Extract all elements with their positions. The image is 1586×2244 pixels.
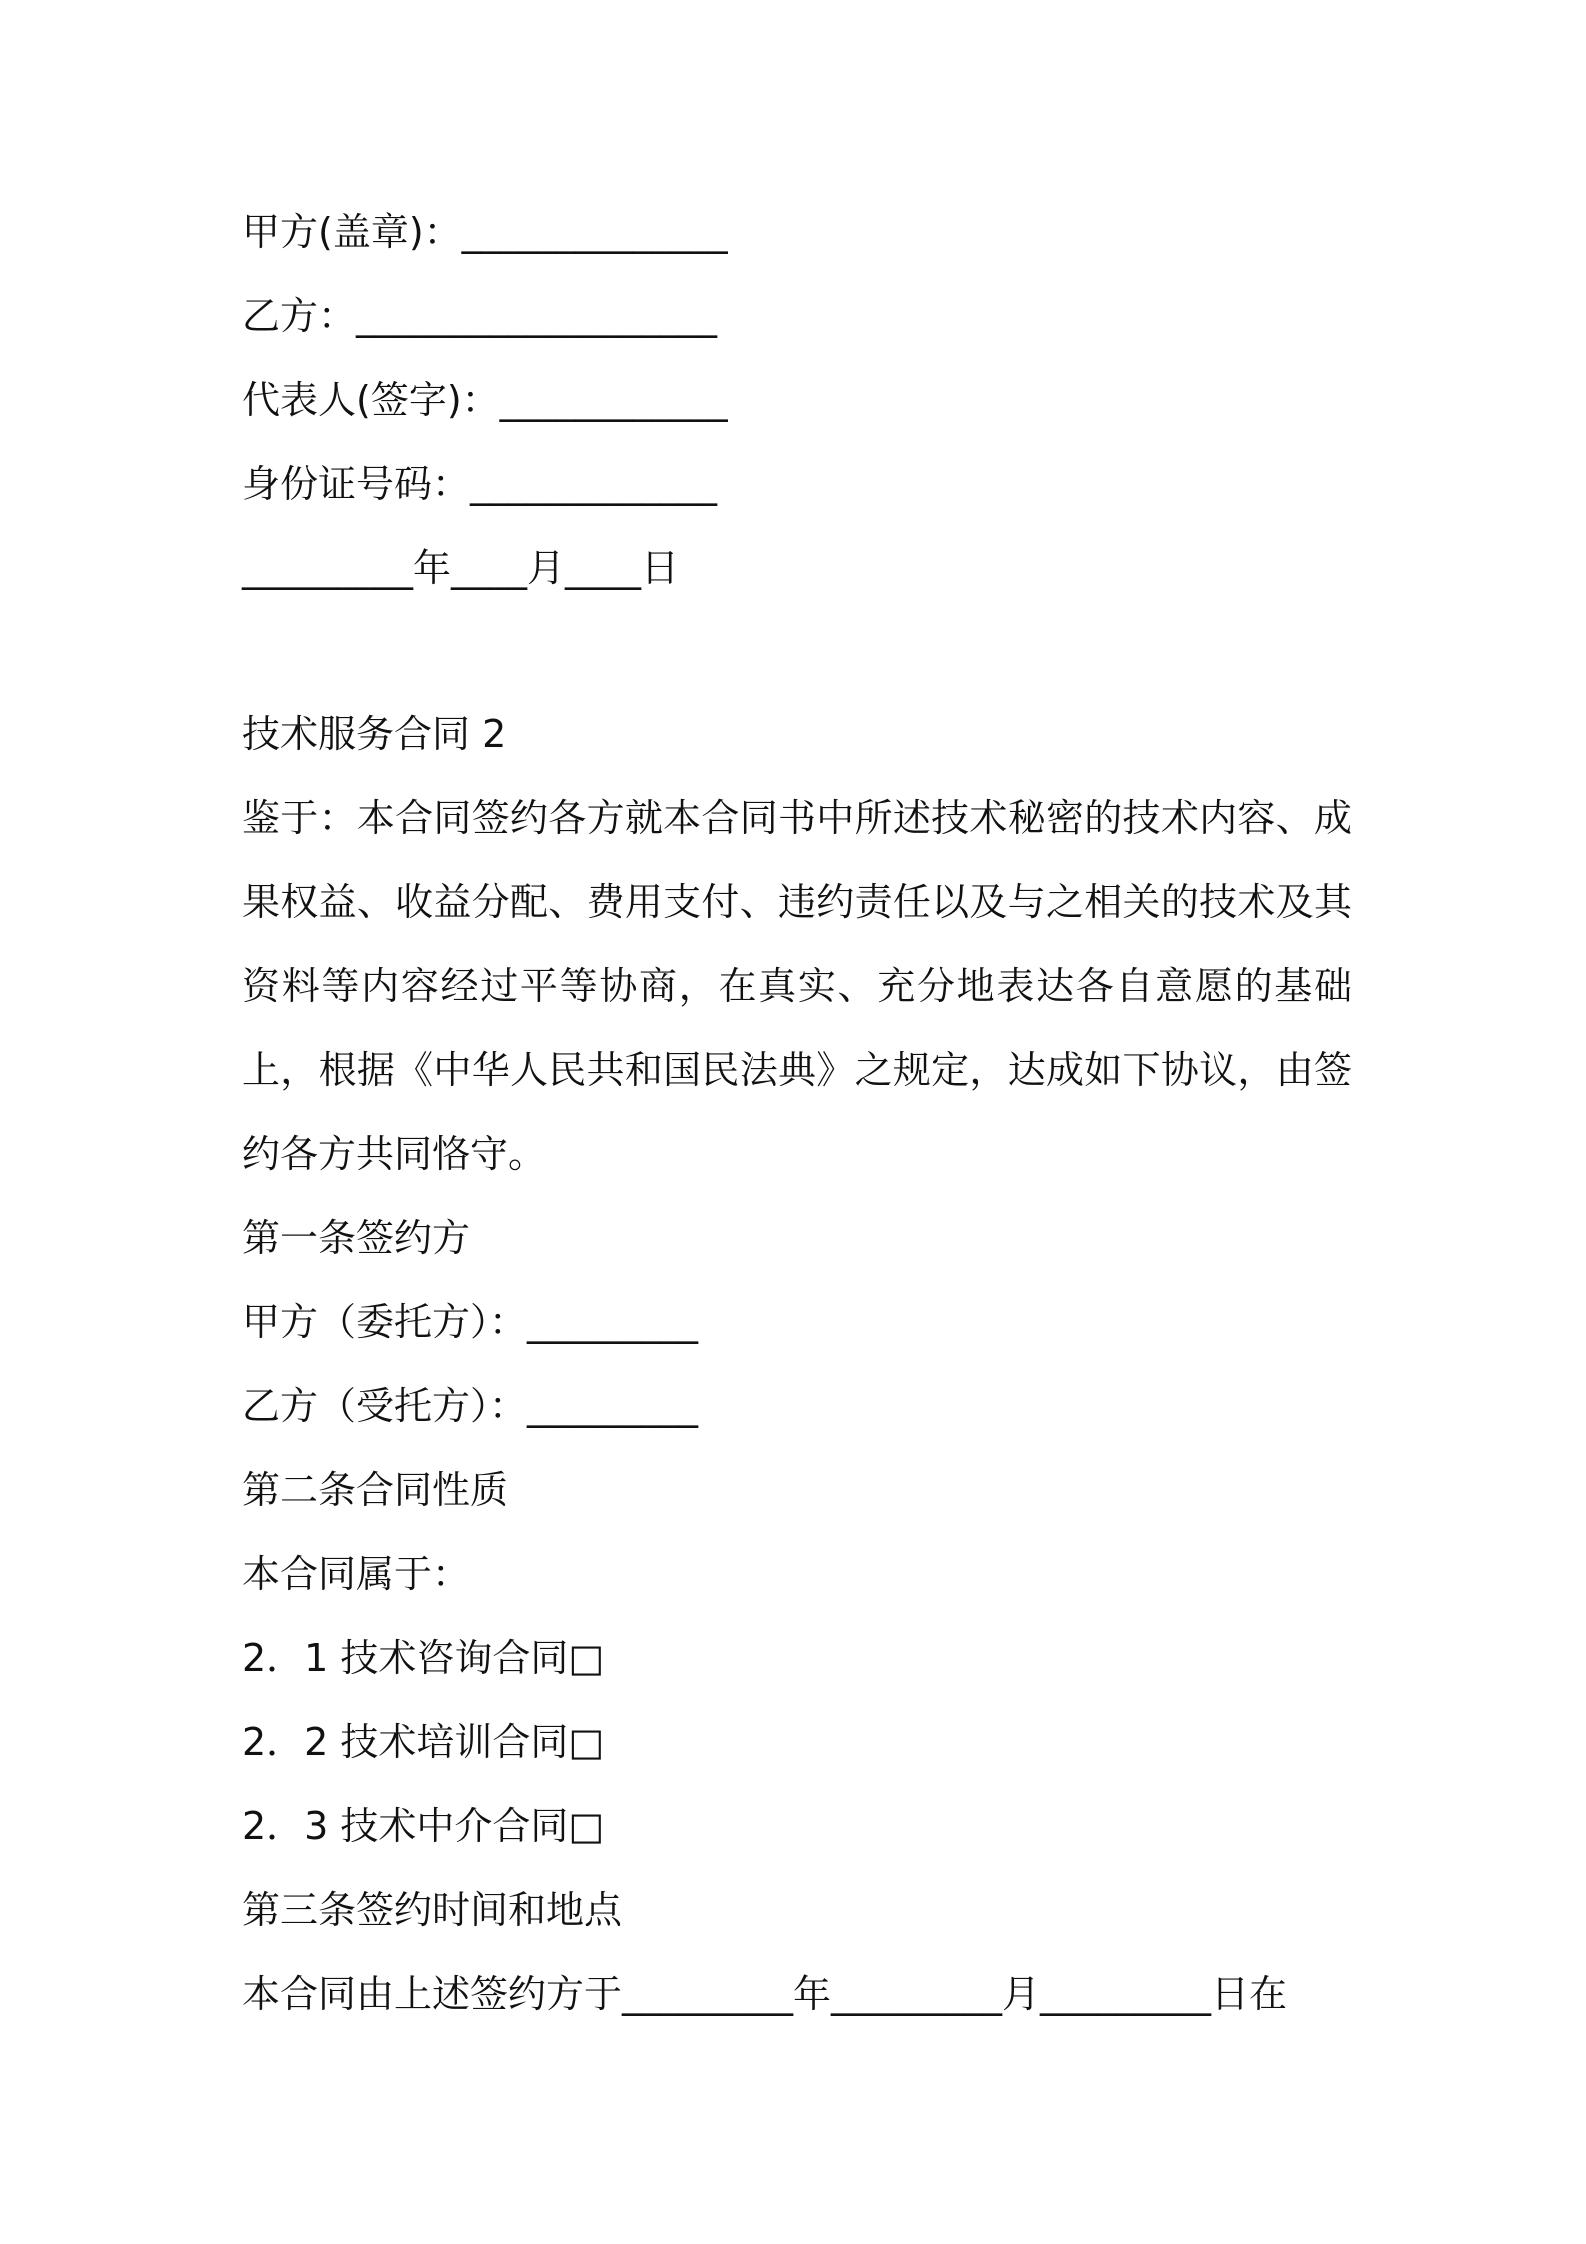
signature-date-line: _________年____月____日 <box>242 546 680 590</box>
party-a-seal-line: 甲方(盖章)：______________ <box>242 210 728 254</box>
article-1-party-b: 乙方（受托方）：_________ <box>242 1384 699 1428</box>
contract-type-option: 2．1 技术咨询合同□ <box>242 1636 605 1680</box>
article-3-text: 本合同由上述签约方于_________年_________月_________日在 <box>242 1972 1288 2016</box>
document-body <box>242 190 1352 2036</box>
party-b-line: 乙方：___________________ <box>242 294 718 338</box>
article-2-intro: 本合同属于： <box>242 1552 471 1596</box>
id-number-line: 身份证号码：_____________ <box>242 462 718 506</box>
section-spacer <box>242 610 1352 692</box>
article-1-party-a: 甲方（委托方）：_________ <box>242 1300 699 1344</box>
article-3-heading: 第三条签约时间和地点 <box>242 1888 623 1932</box>
contract-type-option: 2．3 技术中介合同□ <box>242 1804 605 1848</box>
contract-title: 技术服务合同 2 <box>242 712 507 756</box>
article-1-heading: 第一条签约方 <box>242 1216 471 1260</box>
article-2-heading: 第二条合同性质 <box>242 1468 509 1512</box>
preamble-paragraph: 鉴于：本合同签约各方就本合同书中所述技术秘密的技术内容、成果权益、收益分配、费用支付、违约责任以及与之相关的技术及其资料等内容经过平等协商，在真实、充分地表达各自意愿的基础上，根据《中华人民共和国民法典》之规定，达成如下协议，由签约各方共同恪守。 <box>242 796 1352 1176</box>
representative-signature-line: 代表人(签字)：____________ <box>242 378 728 422</box>
contract-type-option: 2．2 技术培训合同□ <box>242 1720 605 1764</box>
